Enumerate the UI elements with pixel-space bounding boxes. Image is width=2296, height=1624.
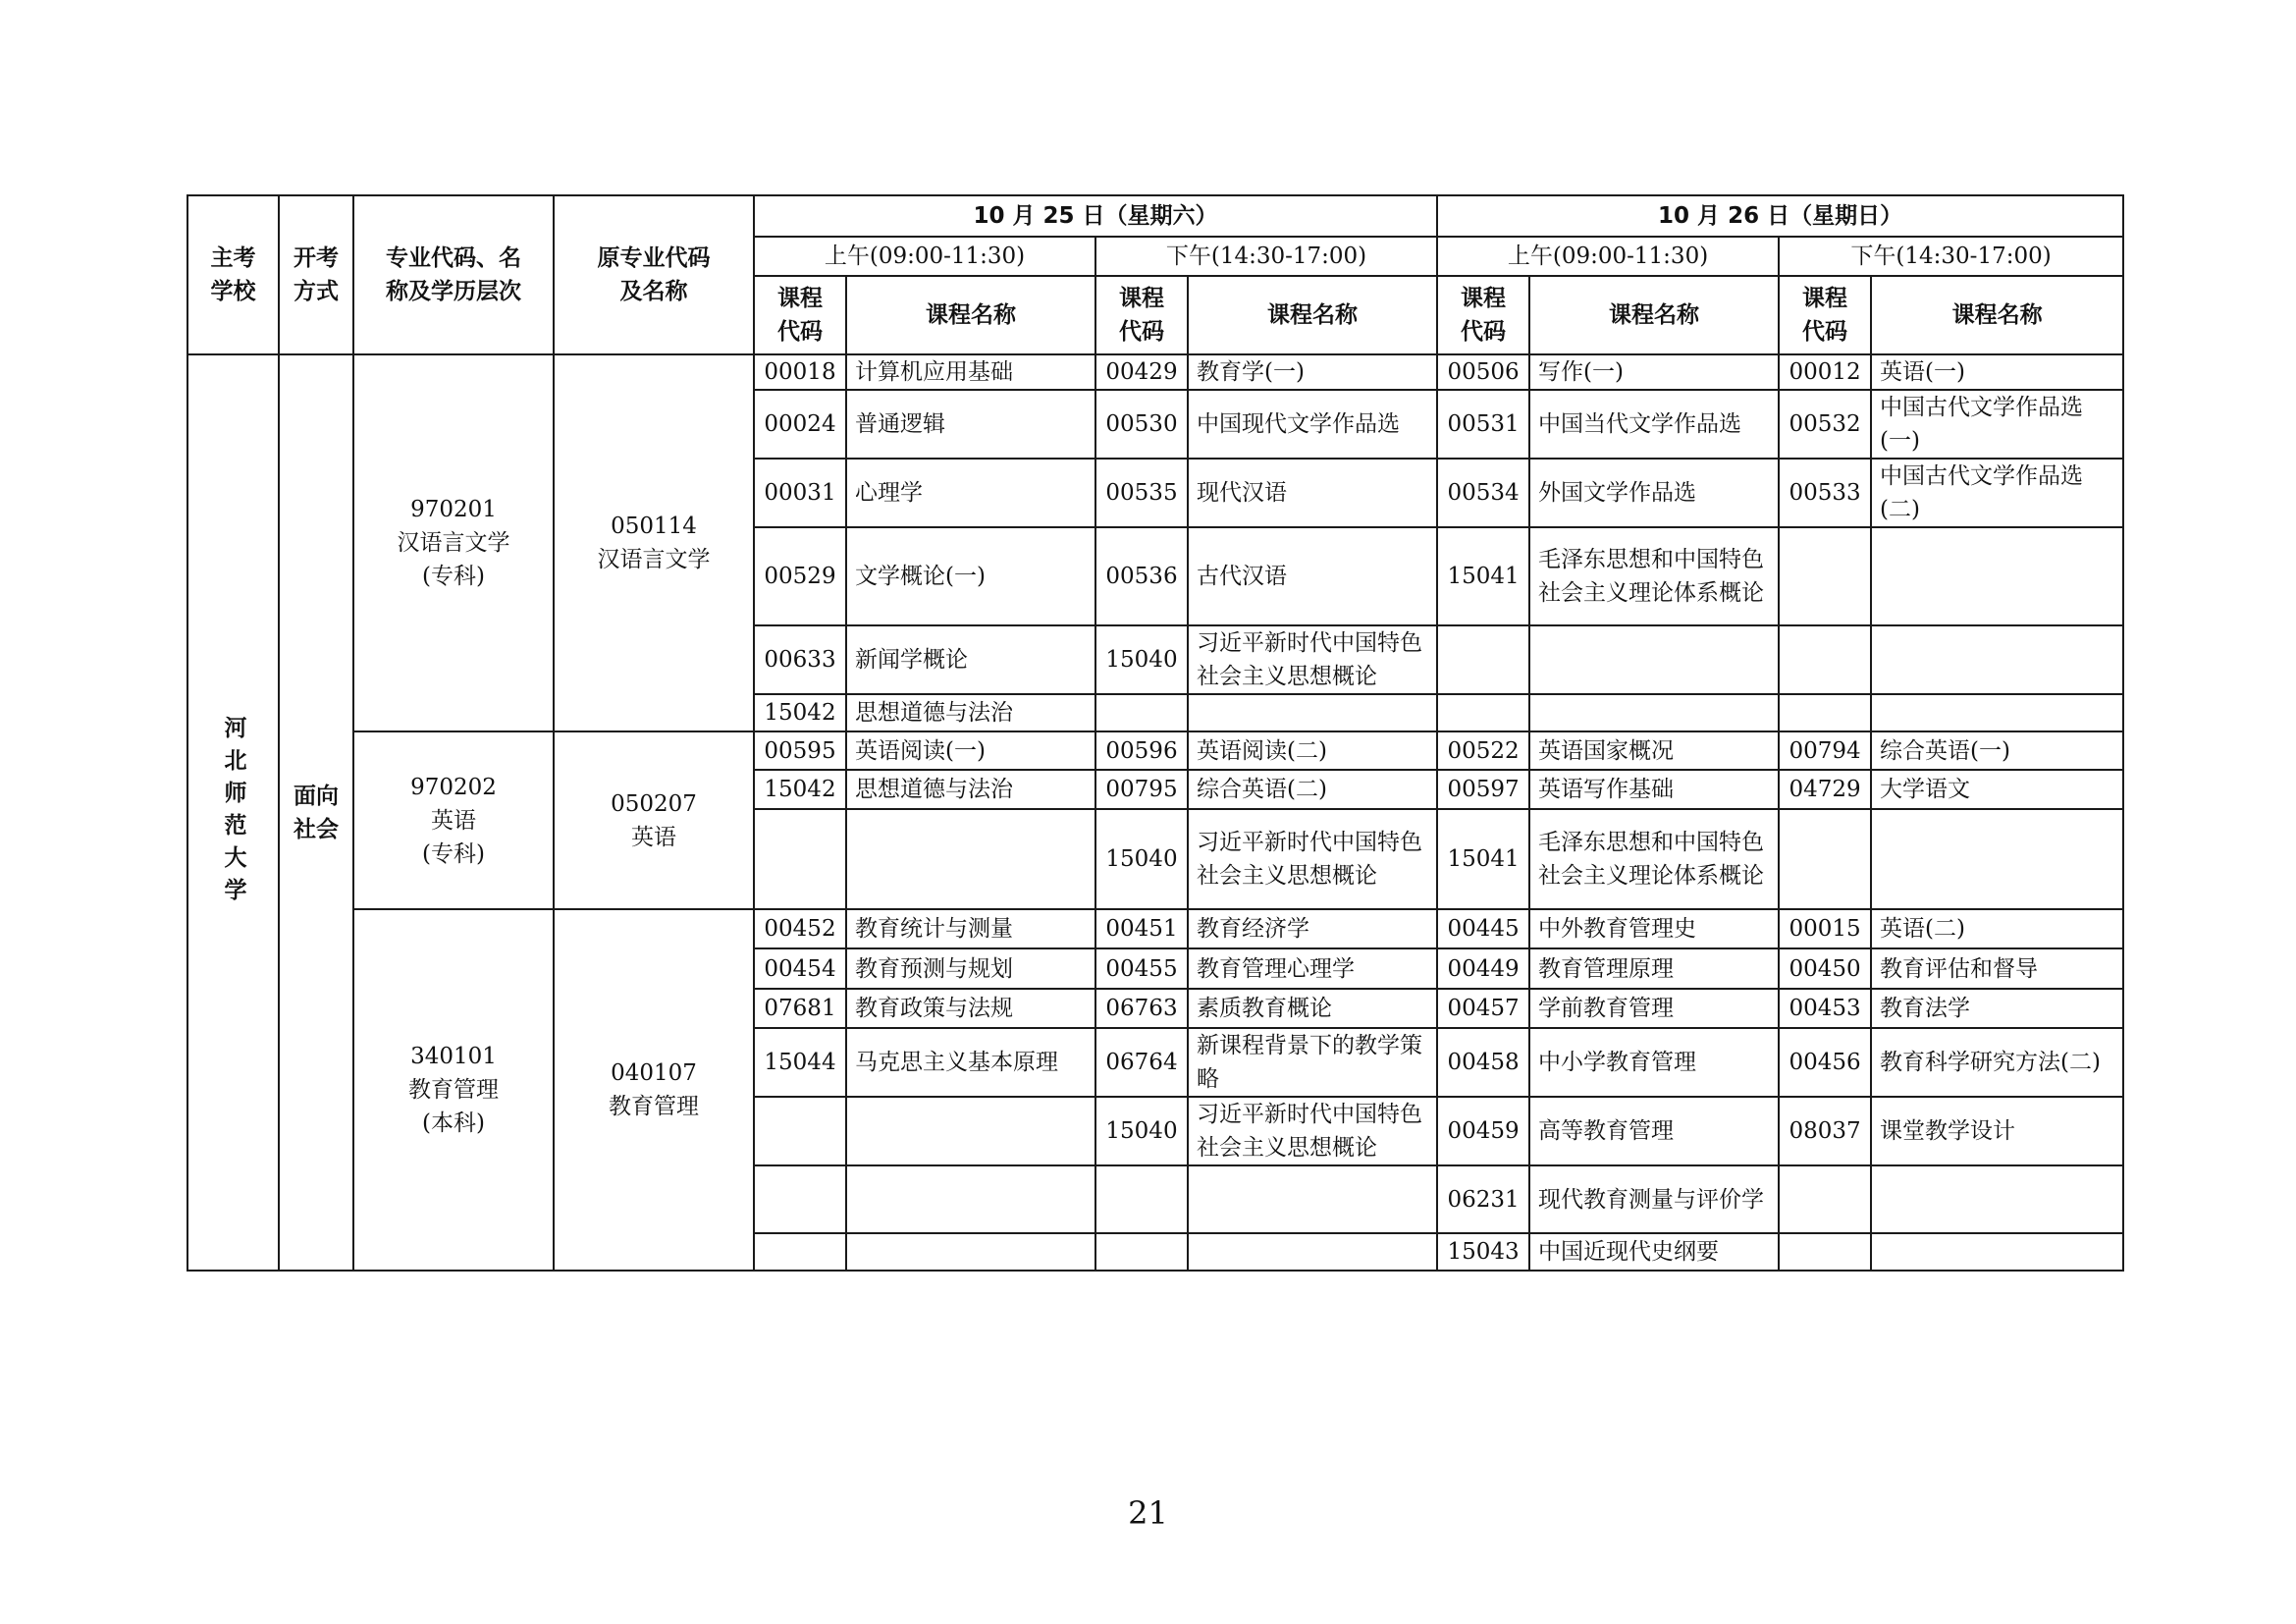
header-course-name: 课程名称 <box>846 276 1095 354</box>
course-name-day2-am: 中外教育管理史 <box>1529 909 1779 948</box>
course-name-day2-am: 教育管理原理 <box>1529 948 1779 989</box>
course-name-day2-pm: 课堂教学设计 <box>1871 1097 2123 1165</box>
course-code-day2-pm: 00012 <box>1779 354 1871 390</box>
header-course-name: 课程名称 <box>1188 276 1437 354</box>
course-code-day2-pm: 00794 <box>1779 731 1871 770</box>
original-major-cell: 040107 教育管理 <box>554 909 754 1271</box>
course-name-day1-pm: 习近平新时代中国特色社会主义思想概论 <box>1188 1097 1437 1165</box>
course-code-day1-pm: 00795 <box>1095 770 1188 809</box>
course-code-day2-pm: 00456 <box>1779 1028 1871 1097</box>
course-name-day1-am: 英语阅读(一) <box>846 731 1095 770</box>
course-name-day2-am: 学前教育管理 <box>1529 989 1779 1028</box>
course-name-day1-pm <box>1188 1233 1437 1271</box>
course-name-day1-am: 普通逻辑 <box>846 390 1095 459</box>
course-code-day2-pm: 00532 <box>1779 390 1871 459</box>
course-code-day2-pm: 08037 <box>1779 1097 1871 1165</box>
course-name-day2-pm: 中国古代文学作品选(一) <box>1871 390 2123 459</box>
course-name-day1-am: 教育统计与测量 <box>846 909 1095 948</box>
course-name-day1-pm: 素质教育概论 <box>1188 989 1437 1028</box>
course-code-day1-am: 00452 <box>754 909 846 948</box>
course-name-day1-am: 思想道德与法治 <box>846 770 1095 809</box>
course-name-day1-pm: 教育学(一) <box>1188 354 1437 390</box>
course-code-day2-pm <box>1779 694 1871 731</box>
major-cell: 340101 教育管理 (本科) <box>353 909 554 1271</box>
course-name-day1-pm: 综合英语(二) <box>1188 770 1437 809</box>
course-name-day1-pm: 新课程背景下的教学策略 <box>1188 1028 1437 1097</box>
major-cell: 970201 汉语言文学 (专科) <box>353 354 554 731</box>
header-school: 主考 学校 <box>187 195 279 354</box>
course-name-day2-pm: 大学语文 <box>1871 770 2123 809</box>
course-code-day2-pm: 00453 <box>1779 989 1871 1028</box>
header-course-code: 课程 代码 <box>754 276 846 354</box>
course-name-day1-am: 心理学 <box>846 459 1095 527</box>
course-code-day1-am: 00031 <box>754 459 846 527</box>
course-code-day1-pm: 00451 <box>1095 909 1188 948</box>
header-course-code: 课程 代码 <box>1779 276 1871 354</box>
course-code-day2-pm: 00015 <box>1779 909 1871 948</box>
course-code-day2-pm: 00533 <box>1779 459 1871 527</box>
course-code-day2-am: 00457 <box>1437 989 1529 1028</box>
header-am-day-1: 上午(09:00-11:30) <box>754 237 1095 276</box>
course-code-day2-pm <box>1779 1165 1871 1233</box>
course-name-day2-am: 现代教育测量与评价学 <box>1529 1165 1779 1233</box>
course-name-day1-am: 马克思主义基本原理 <box>846 1028 1095 1097</box>
course-name-day2-am: 英语国家概况 <box>1529 731 1779 770</box>
header-pm-day-2: 下午(14:30-17:00) <box>1779 237 2123 276</box>
course-code-day1-pm: 06763 <box>1095 989 1188 1028</box>
course-code-day1-am: 00633 <box>754 625 846 694</box>
course-name-day1-am <box>846 1233 1095 1271</box>
course-name-day2-pm <box>1871 809 2123 909</box>
course-code-day2-am: 15041 <box>1437 809 1529 909</box>
course-name-day1-am: 教育预测与规划 <box>846 948 1095 989</box>
course-name-day2-am: 中国当代文学作品选 <box>1529 390 1779 459</box>
course-code-day2-am: 00458 <box>1437 1028 1529 1097</box>
course-name-day2-pm <box>1871 625 2123 694</box>
course-name-day2-pm: 综合英语(一) <box>1871 731 2123 770</box>
course-code-day1-am: 00454 <box>754 948 846 989</box>
course-name-day2-pm <box>1871 527 2123 625</box>
course-name-day2-am: 写作(一) <box>1529 354 1779 390</box>
header-course-code: 课程 代码 <box>1095 276 1188 354</box>
course-name-day1-pm <box>1188 1165 1437 1233</box>
course-code-day2-am: 00445 <box>1437 909 1529 948</box>
course-code-day1-pm: 00455 <box>1095 948 1188 989</box>
course-code-day1-am: 15044 <box>754 1028 846 1097</box>
course-code-day2-am: 00459 <box>1437 1097 1529 1165</box>
course-name-day2-am: 中小学教育管理 <box>1529 1028 1779 1097</box>
course-name-day1-am: 教育政策与法规 <box>846 989 1095 1028</box>
course-name-day2-pm: 教育科学研究方法(二) <box>1871 1028 2123 1097</box>
course-code-day2-pm: 00450 <box>1779 948 1871 989</box>
header-pm-day-1: 下午(14:30-17:00) <box>1095 237 1437 276</box>
course-code-day1-pm: 06764 <box>1095 1028 1188 1097</box>
header-course-code: 课程 代码 <box>1437 276 1529 354</box>
original-major-cell: 050114 汉语言文学 <box>554 354 754 731</box>
course-code-day2-am: 00597 <box>1437 770 1529 809</box>
course-name-day2-pm: 中国古代文学作品选(二) <box>1871 459 2123 527</box>
course-code-day1-pm: 00535 <box>1095 459 1188 527</box>
course-code-day1-am: 00595 <box>754 731 846 770</box>
course-name-day2-am <box>1529 625 1779 694</box>
course-code-day1-pm <box>1095 1165 1188 1233</box>
header-day-2: 10 月 26 日（星期日） <box>1437 195 2123 237</box>
course-name-day1-am <box>846 1165 1095 1233</box>
course-code-day1-am: 15042 <box>754 694 846 731</box>
course-code-day1-pm: 00536 <box>1095 527 1188 625</box>
course-name-day1-am <box>846 809 1095 909</box>
page-number: 21 <box>1128 1494 1168 1532</box>
course-code-day1-am: 00529 <box>754 527 846 625</box>
table-row <box>187 354 2123 390</box>
course-code-day2-am: 00531 <box>1437 390 1529 459</box>
course-code-day2-am: 15043 <box>1437 1233 1529 1271</box>
course-name-day2-pm: 英语(二) <box>1871 909 2123 948</box>
course-name-day2-pm <box>1871 694 2123 731</box>
course-code-day1-pm <box>1095 1233 1188 1271</box>
course-code-day1-am: 00018 <box>754 354 846 390</box>
course-name-day1-am: 新闻学概论 <box>846 625 1095 694</box>
course-code-day1-pm: 15040 <box>1095 625 1188 694</box>
course-code-day2-am: 00534 <box>1437 459 1529 527</box>
header-course-name: 课程名称 <box>1529 276 1779 354</box>
course-code-day1-am <box>754 1165 846 1233</box>
header-am-day-2: 上午(09:00-11:30) <box>1437 237 1779 276</box>
course-name-day2-pm: 英语(一) <box>1871 354 2123 390</box>
course-name-day1-pm: 英语阅读(二) <box>1188 731 1437 770</box>
course-name-day2-am: 中国近现代史纲要 <box>1529 1233 1779 1271</box>
course-name-day2-am: 外国文学作品选 <box>1529 459 1779 527</box>
course-name-day2-am: 高等教育管理 <box>1529 1097 1779 1165</box>
header-exam-mode: 开考 方式 <box>279 195 353 354</box>
course-name-day1-am <box>846 1097 1095 1165</box>
course-name-day1-pm: 教育经济学 <box>1188 909 1437 948</box>
course-code-day1-pm: 00530 <box>1095 390 1188 459</box>
school-name-text: 河北师范大学 <box>220 715 246 910</box>
course-code-day2-pm: 04729 <box>1779 770 1871 809</box>
header-original-major: 原专业代码 及名称 <box>554 195 754 354</box>
header-major: 专业代码、名 称及学历层次 <box>353 195 554 354</box>
course-code-day2-pm <box>1779 527 1871 625</box>
course-code-day2-am: 00449 <box>1437 948 1529 989</box>
course-code-day1-am: 07681 <box>754 989 846 1028</box>
course-name-day2-pm: 教育评估和督导 <box>1871 948 2123 989</box>
course-code-day1-am: 00024 <box>754 390 846 459</box>
course-code-day2-am: 15041 <box>1437 527 1529 625</box>
course-code-day1-pm: 00429 <box>1095 354 1188 390</box>
course-code-day1-pm: 00596 <box>1095 731 1188 770</box>
original-major-cell: 050207 英语 <box>554 731 754 909</box>
course-code-day1-am: 15042 <box>754 770 846 809</box>
major-cell: 970202 英语 (专科) <box>353 731 554 909</box>
course-code-day1-pm: 15040 <box>1095 809 1188 909</box>
course-name-day1-pm: 现代汉语 <box>1188 459 1437 527</box>
course-code-day2-am: 06231 <box>1437 1165 1529 1233</box>
course-name-day2-am <box>1529 694 1779 731</box>
course-name-day2-pm: 教育法学 <box>1871 989 2123 1028</box>
course-name-day2-pm <box>1871 1165 2123 1233</box>
header-course-name: 课程名称 <box>1871 276 2123 354</box>
course-code-day2-am <box>1437 625 1529 694</box>
course-name-day2-am: 英语写作基础 <box>1529 770 1779 809</box>
course-code-day1-am <box>754 1097 846 1165</box>
course-name-day1-pm: 中国现代文学作品选 <box>1188 390 1437 459</box>
course-name-day2-am: 毛泽东思想和中国特色社会主义理论体系概论 <box>1529 809 1779 909</box>
course-code-day1-pm <box>1095 694 1188 731</box>
course-name-day1-pm: 教育管理心理学 <box>1188 948 1437 989</box>
course-code-day2-pm <box>1779 809 1871 909</box>
course-code-day2-am: 00522 <box>1437 731 1529 770</box>
table-row <box>187 909 2123 948</box>
course-code-day2-pm <box>1779 625 1871 694</box>
exam-mode: 面向 社会 <box>279 354 353 1271</box>
course-name-day2-am: 毛泽东思想和中国特色社会主义理论体系概论 <box>1529 527 1779 625</box>
course-name-day1-pm: 古代汉语 <box>1188 527 1437 625</box>
header-day-1: 10 月 25 日（星期六） <box>754 195 1437 237</box>
course-name-day1-pm: 习近平新时代中国特色社会主义思想概论 <box>1188 809 1437 909</box>
course-name-day1-am: 文学概论(一) <box>846 527 1095 625</box>
course-code-day2-am <box>1437 694 1529 731</box>
course-name-day1-am: 思想道德与法治 <box>846 694 1095 731</box>
course-code-day2-am: 00506 <box>1437 354 1529 390</box>
course-code-day1-pm: 15040 <box>1095 1097 1188 1165</box>
course-code-day1-am <box>754 809 846 909</box>
course-name-day1-am: 计算机应用基础 <box>846 354 1095 390</box>
school-name <box>187 354 279 1271</box>
course-name-day1-pm <box>1188 694 1437 731</box>
exam-schedule-table <box>187 194 2124 1272</box>
course-code-day1-am <box>754 1233 846 1271</box>
course-name-day1-pm: 习近平新时代中国特色社会主义思想概论 <box>1188 625 1437 694</box>
course-code-day2-pm <box>1779 1233 1871 1271</box>
course-name-day2-pm <box>1871 1233 2123 1271</box>
table-row <box>187 731 2123 770</box>
